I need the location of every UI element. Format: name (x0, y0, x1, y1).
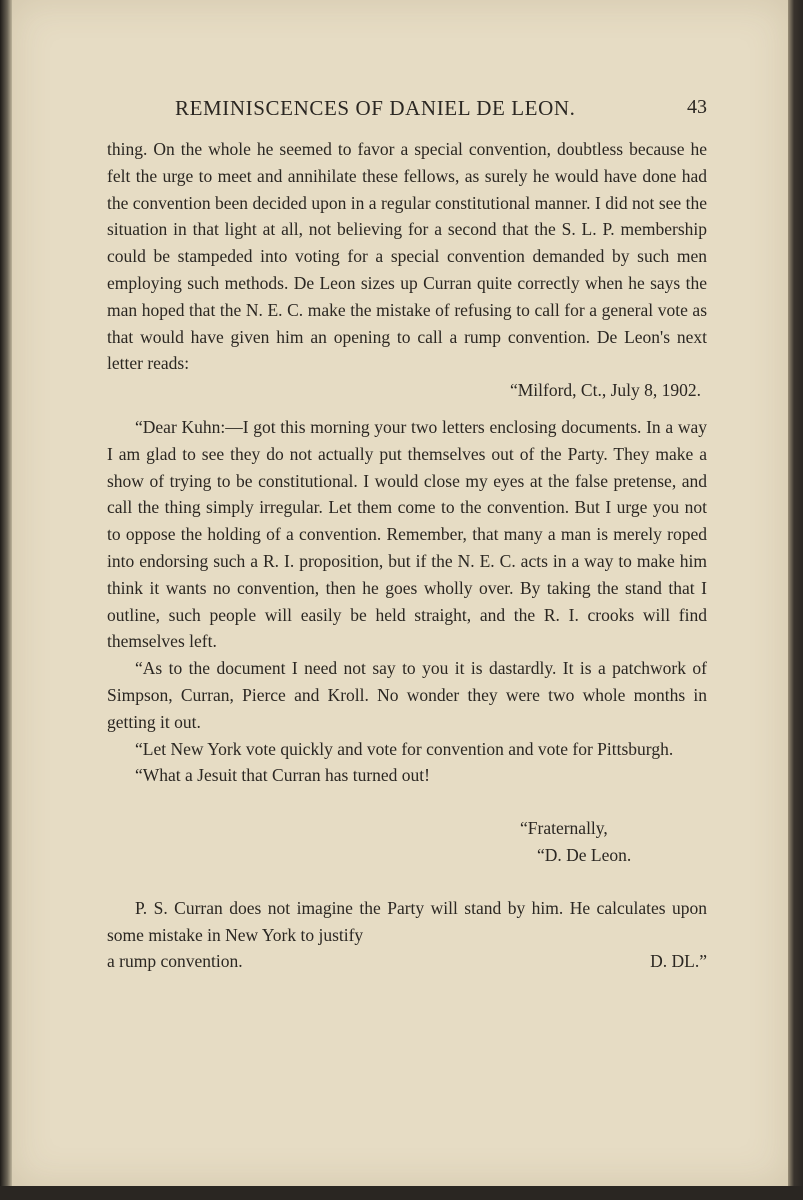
spacer (107, 869, 707, 895)
postscript: P. S. Curran does not imagine the Party will stand by him. He calculates upon some mistake in New York to justify (107, 897, 707, 945)
letter-paragraph: “As to the document I need not say to you it is dastardly. It is a patchwork of Simpson, Curran, Pierce and Kroll. No wonder they were two whole months in getting it out. (107, 658, 707, 732)
letter-signature: “D. De Leon. (537, 844, 632, 865)
letter-paragraph: “What a Jesuit that Curran has turned out! (135, 765, 430, 786)
postscript-last-line (107, 948, 707, 975)
spacer (107, 404, 707, 414)
page-edge-shadow (788, 0, 803, 1200)
page-header (107, 96, 707, 128)
letter-closing: “Fraternally, (520, 818, 608, 839)
page-body (107, 136, 707, 975)
letter-dateline: “Milford, Ct., July 8, 1902. (509, 380, 701, 401)
intro-paragraph: thing. On the whole he seemed to favor a special convention, doubtless because he felt the urge to meet and annihilate these fellows, as surely he would have done had the convention been decided upon in a regular constitutional manner. I did not see the situation in that light at all, not believing for a second that the S. L. P. membership could be stampeded into voting for a special convention demanded by such men employing such methods. De Leon sizes up Curran quite correctly when he says the man hoped that the N. E. C. make the mistake of refusing to call for a general vote as that would have given him an opening to call a rump convention. De Leon's next letter reads: (107, 139, 707, 374)
postscript-ending: a rump convention. (107, 951, 243, 972)
page-bottom-edge (0, 1186, 803, 1200)
page-number: 43 (687, 96, 707, 118)
postscript-initials: D. DL.” (650, 951, 707, 972)
letter-paragraph: “Let New York vote quickly and vote for convention and vote for Pittsburgh. (135, 738, 674, 759)
book-spine-edge (0, 0, 12, 1200)
letter-paragraph: “Dear Kuhn:—I got this morning your two letters enclosing documents. In a way I am glad to see they do not actually put themselves out of the Party. They make a show of trying to be constitutional. I would close my eyes at the false pretense, and call the thing simply irregular. Let them come to the convention. But I urge you not to oppose the holding of a convention. Remember, that many a man is merely roped into endorsing such a R. I. proposition, but if the N. E. C. acts in a way to make him think it wants no convention, then he goes wholly over. By taking the stand that I outline, such people will easily be held straight, and the R. I. crooks will find themselves left. (107, 416, 707, 652)
running-head: REMINISCENCES OF DANIEL DE LEON. (175, 96, 576, 120)
spacer (107, 789, 707, 815)
